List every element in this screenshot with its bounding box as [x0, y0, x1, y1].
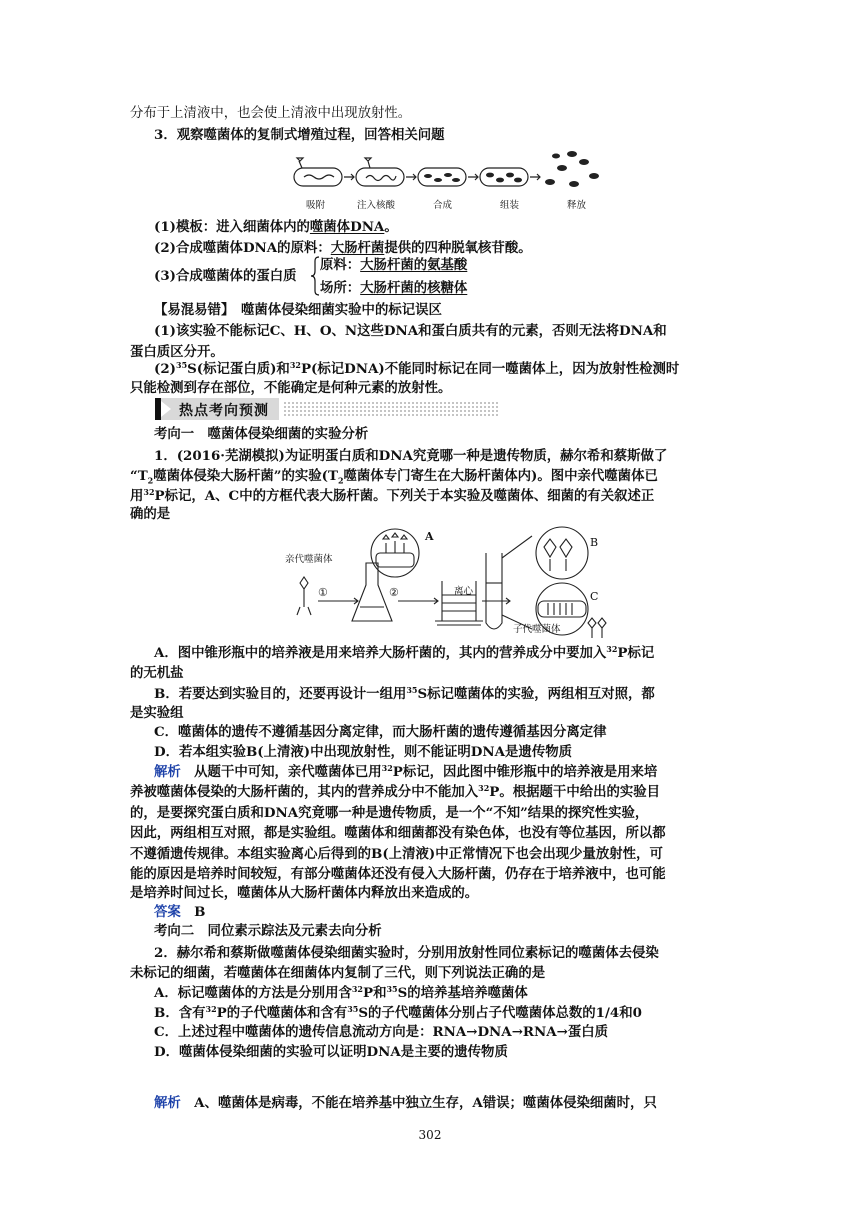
- confusion-p1-line1: (1)该实验不能标记C、H、O、N这些DNA和蛋白质共有的元素，否则无法将DNA和: [154, 323, 667, 339]
- analysis-1-line5: 不遵循遗传规律。本组实验离心后得到的B(上清液)中正常情况下也会出现少量放射性，可: [130, 846, 663, 862]
- banner-dots: [283, 401, 499, 417]
- confusion-p1-line2: 蛋白质区分开。: [130, 344, 224, 360]
- direction-2: 考向二 同位素示踪法及元素去向分析: [154, 923, 382, 939]
- label-release: 释放: [567, 200, 587, 211]
- confusion-p2-line1: $(2)^{35}S$(标记蛋白质)和$^{32}$P(标记DNA)不能同时标记在同一噬菌体上，因为放射性检测时: [154, 360, 680, 377]
- answer-1: 答案 B: [154, 904, 206, 920]
- q2-option-b: B．含有$^{32}$P的子代噬菌体和含有$^{35}$S的子代噬菌体分别占子代噬菌体总数的1/4和0: [154, 1004, 642, 1021]
- page-number: 302: [418, 1128, 442, 1142]
- label-b: B: [590, 536, 599, 549]
- label-injection: 注入核酸: [357, 200, 396, 211]
- direction-1: 考向一 噬菌体侵染细菌的实验分析: [154, 426, 369, 442]
- q1-line3: 用$^{32}$P标记，A、C中的方框代表大肠杆菌。下列关于本实验及噬菌体、细菌的有关叙述正: [130, 487, 655, 504]
- q2-line2: 未标记的细菌，若噬菌体在细菌体内复制了三代，则下列说法正确的是: [130, 965, 546, 981]
- cell-adsorption: [294, 168, 342, 186]
- analysis-2-label: 解析: [154, 1095, 181, 1111]
- q1-option-a-line2: 的无机盐: [130, 665, 184, 681]
- confusion-p2-line2: 只能检测到存在部位，不能确定是何种元素的放射性。: [130, 380, 452, 396]
- parent-phage-icon: [297, 577, 311, 615]
- q1-line1: 1．(2016·芜湖模拟)为证明蛋白质和DNA究竟哪一种是遗传物质，赫尔希和蔡斯做了: [154, 448, 668, 464]
- banner-title: 热点考向预测: [179, 403, 269, 419]
- item-template: (1)模板：进入细菌体内的噬菌体DNA。: [154, 219, 398, 235]
- q2-option-a: A．标记噬菌体的方法是分别用含$^{32}$P和$^{35}$S的培养基培养噬菌体: [154, 984, 528, 1001]
- label-centrifuge: 离心: [454, 586, 474, 597]
- analysis-1-line1: 解析 从题干中可知，亲代噬菌体已用$^{32}$P标记，因此图中锥形瓶中的培养液是用来培: [154, 763, 658, 780]
- cell-assembly: [480, 168, 528, 186]
- label-step-1: ①: [318, 586, 328, 599]
- q1-option-b-line1: B．若要达到实验目的，还要再设计一组用$^{35}$S标记噬菌体的实验，两组相互对照，都: [154, 685, 655, 702]
- item-protein-head: (3)合成噬菌体的蛋白质: [154, 268, 297, 284]
- q1-option-a-line1: A．图中锥形瓶中的培养液是用来培养大肠杆菌的，其内的营养成分中要加入$^{32}$P标记: [154, 644, 655, 661]
- analysis-1-line3: 的，是要探究蛋白质和DNA究竟哪一种是遗传物质，是一个“不知”结果的探究性实验，: [130, 805, 649, 821]
- analysis-1-line4: 因此，两组相互对照，都是实验组。噬菌体和细菌都没有染色体，也没有等位基因，所以都: [130, 825, 666, 841]
- cell-injection: [356, 168, 404, 186]
- item-raw-material: (2)合成噬菌体DNA的原料：大肠杆菌提供的四种脱氧核苷酸。: [154, 240, 532, 256]
- q1-option-b-line2: 是实验组: [130, 705, 184, 721]
- item-protein-site: 场所：大肠杆菌的核糖体: [320, 280, 468, 296]
- label-parent-phage: 亲代噬菌体: [285, 554, 333, 565]
- hot-topic-banner: [155, 398, 501, 420]
- analysis-label: 解析: [154, 764, 181, 780]
- test-tube-icon: [486, 553, 502, 629]
- q2-line1: 2．赫尔希和蔡斯做噬菌体侵染细菌实验时，分别用放射性同位素标记的噬菌体去侵染: [154, 945, 659, 961]
- label-c: C: [590, 590, 599, 603]
- analysis-1-line6: 能的原因是培养时间较短，有部分噬菌体还没有侵入大肠杆菌，仍存在于培养液中，也可能: [130, 866, 666, 882]
- label-a: A: [425, 530, 434, 543]
- circle-b: [536, 527, 588, 579]
- banner-arrow-icon: [161, 401, 171, 417]
- answer-label: 答案: [154, 904, 181, 920]
- brace: [310, 256, 320, 296]
- analysis-1-line2: 养被噬菌体侵染的大肠杆菌的，其内的营养成分中不能加入$^{32}$P。根据题干中给出的实验目: [130, 783, 661, 800]
- label-synthesis: 合成: [433, 200, 453, 211]
- label-step-2: ②: [389, 586, 399, 599]
- confusion-title: 【易混易错】 噬菌体侵染细菌实验中的标记误区: [154, 302, 442, 318]
- q2-option-d: D．噬菌体侵染细菌的实验可以证明DNA是主要的遗传物质: [154, 1044, 508, 1060]
- q1-option-c: C．噬菌体的遗传不遵循基因分离定律，而大肠杆菌的遗传遵循基因分离定律: [154, 724, 607, 740]
- label-adsorption: 吸附: [306, 200, 326, 211]
- q1-line4: 确的是: [130, 506, 171, 522]
- experiment-figure: [280, 523, 620, 648]
- label-assembly: 组装: [500, 200, 520, 211]
- analysis-2: 解析 A、噬菌体是病毒，不能在培养基中独立生存，A错误；噬菌体侵染细菌时，只: [154, 1095, 657, 1111]
- item-protein-raw: 原料：大肠杆菌的氨基酸: [320, 257, 468, 273]
- analysis-1-line7: 是培养时间过长，噬菌体从大肠杆菌体内释放出来造成的。: [130, 885, 479, 901]
- q1-line2: “$T_2$噬菌体侵染大肠杆菌”的实验($T_2$噬菌体专门寄生在大肠杆菌体内)。图中亲代噬菌体已: [130, 468, 658, 486]
- question-3-title: 3．观察噬菌体的复制式增殖过程，回答相关问题: [154, 127, 445, 143]
- label-offspring-phage: 子代噬菌体: [513, 624, 561, 635]
- flask-icon: [352, 563, 392, 621]
- q2-option-c: C．上述过程中噬菌体的遗传信息流动方向是：RNA→DNA→RNA→蛋白质: [154, 1024, 609, 1040]
- continued-line: 分布于上清液中，也会使上清液中出现放射性。: [130, 106, 412, 121]
- replication-process-figure: [288, 148, 608, 196]
- q1-option-d: D．若本组实验B(上清液)中出现放射性，则不能证明DNA是遗传物质: [154, 744, 572, 760]
